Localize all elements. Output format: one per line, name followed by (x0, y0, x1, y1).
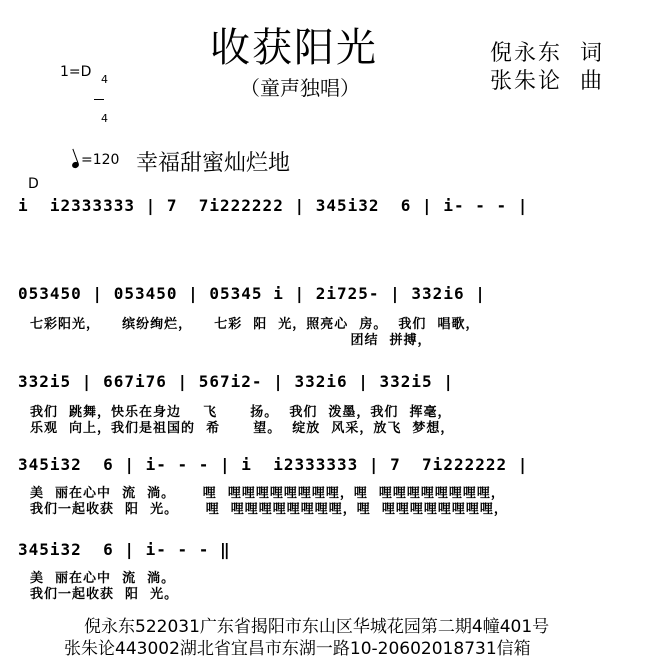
lyric-line: 我们一起收获 阳 光。 (30, 587, 179, 602)
lyricist-credit: 倪永东 词 (490, 41, 604, 66)
song-title: 收获阳光 (210, 25, 378, 71)
time-signature-top: 4 (101, 73, 108, 86)
lyric-line: 美 丽在心中 流 淌。 (30, 571, 176, 586)
lyric-line: 七彩阳光， 缤纷绚烂， 七彩 阳 光，照亮心 房。 我们 唱歌， (30, 317, 480, 332)
staff-line-2: 053450 | 053450 | 05345 i | 2i725- | 332i6 | (18, 284, 486, 303)
lyric-line: 团结 拼搏， (30, 333, 432, 348)
tempo-marking (72, 152, 119, 168)
time-signature-bottom: 4 (101, 112, 108, 125)
composer-address: 张朱论443002湖北省宜昌市东湖一路10-20602018731信箱 (64, 639, 531, 659)
staff-line-1: i i2333333 | 7 7i222222 | 345i32 6 | i- - - | (18, 196, 529, 215)
expression-phrase: 幸福甜蜜灿烂地 (136, 151, 291, 176)
lyric-line: 乐观 向上，我们是祖国的 希 望。 绽放 风采，放飞 梦想， (30, 421, 455, 436)
tempo-value: =120 (81, 152, 120, 168)
composer-credit: 张朱论 曲 (490, 69, 604, 94)
staff-line-5: 345i32 6 | i- - - ‖ (18, 540, 231, 559)
song-subtitle: （童声独唱） (240, 76, 360, 100)
time-signature (94, 62, 108, 125)
key-signature: 1=D (60, 64, 92, 80)
chord-mark: D (28, 176, 39, 192)
staff-line-3: 332i5 | 667i76 | 567i2- | 332i6 | 332i5 | (18, 372, 454, 391)
quarter-note-icon (71, 161, 80, 169)
staff-line-4: 345i32 6 | i- - - | i i2333333 | 7 7i222222 | (18, 455, 529, 474)
lyric-line: 我们 跳舞，快乐在身边 飞 扬。 我们 泼墨，我们 挥毫， (30, 405, 452, 420)
lyric-line: 我们一起收获 阳 光。 哩 哩哩哩哩哩哩哩哩，哩 哩哩哩哩哩哩哩哩， (30, 502, 508, 517)
lyric-line: 美 丽在心中 流 淌。 哩 哩哩哩哩哩哩哩哩，哩 哩哩哩哩哩哩哩哩， (30, 486, 505, 501)
lyricist-address: 倪永东522031广东省揭阳市东山区华城花园第二期4幢401号 (84, 617, 550, 637)
